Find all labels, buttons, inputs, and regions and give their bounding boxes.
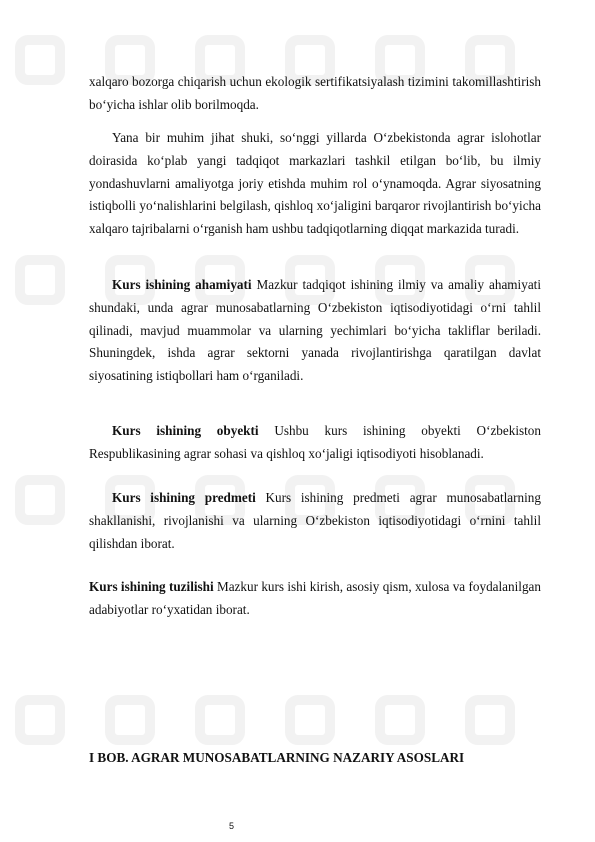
page-number: 5 [229, 821, 235, 831]
subject-label: Kurs ishining predmeti [112, 490, 256, 505]
paragraph-object [89, 420, 541, 466]
paragraph-research-centers: Yana bir muhim jihat shuki, so‘nggi yillarda O‘zbekistonda agrar islohotlar doirasida ko‘plab yangi tadqiqot markazlari tashkil etilgan bo‘lib, bu ilmiy yondashuvlarni amaliyotga joriy etishda muhim rol o‘ynamoqda. Agrar siyosatning istiqbolli yo‘nalishlarini belgilash, qishloq xo‘jaligini barqaror rivojlantirish bo‘yicha xalqaro tajribalarni o‘rganish ham ushbu tadqiqotlarning diqqat markazida turadi. [89, 130, 541, 237]
paragraph-subject [89, 487, 541, 555]
paragraph-significance [89, 274, 541, 388]
structure-label: Kurs ishining tuzilishi [89, 579, 214, 594]
chapter-heading: I BOB. AGRAR MUNOSABATLARNING NAZARIY ASOSLARI [89, 750, 465, 765]
significance-label: Kurs ishining ahamiyati [112, 277, 252, 292]
paragraph-structure [89, 576, 541, 622]
significance-text: Mazkur tadqiqot ishining ilmiy va amaliy ahamiyati shundaki, unda agrar munosabatlarning O‘zbekiston iqtisodiyotidagi o‘rni tahlil qilinadi, mavjud muammolar va ularning yechimlari bo‘yicha takliflar beriladi. Shuningdek, ishda agrar sektorni yanada rivojlantirishga qaratilgan davlat siyosatining istiqbollari ham o‘rganiladi. [89, 277, 541, 384]
subject-text: Kurs ishining predmeti agrar munosabatlarning shakllanishi, rivojlanishi va ularning O‘zbekiston iqtisodiyotidagi o‘rnini tahlil qilishdan iborat. [89, 490, 541, 551]
paragraph-continuation: xalqaro bozorga chiqarish uchun ekologik sertifikatsiyalash tizimini takomillashtirish bo‘yicha ishlar olib borilmoqda. [89, 74, 541, 112]
structure-text: Mazkur kurs ishi kirish, asosiy qism, xulosa va foydalanilgan adabiyotlar ro‘yxatidan iborat. [89, 579, 541, 617]
object-text: Ushbu kurs ishining obyekti O‘zbekiston Respublikasining agrar sohasi va qishloq xo‘jaligi iqtisodiyoti hisoblanadi. [89, 423, 541, 461]
object-label: Kurs ishining obyekti [112, 423, 259, 438]
